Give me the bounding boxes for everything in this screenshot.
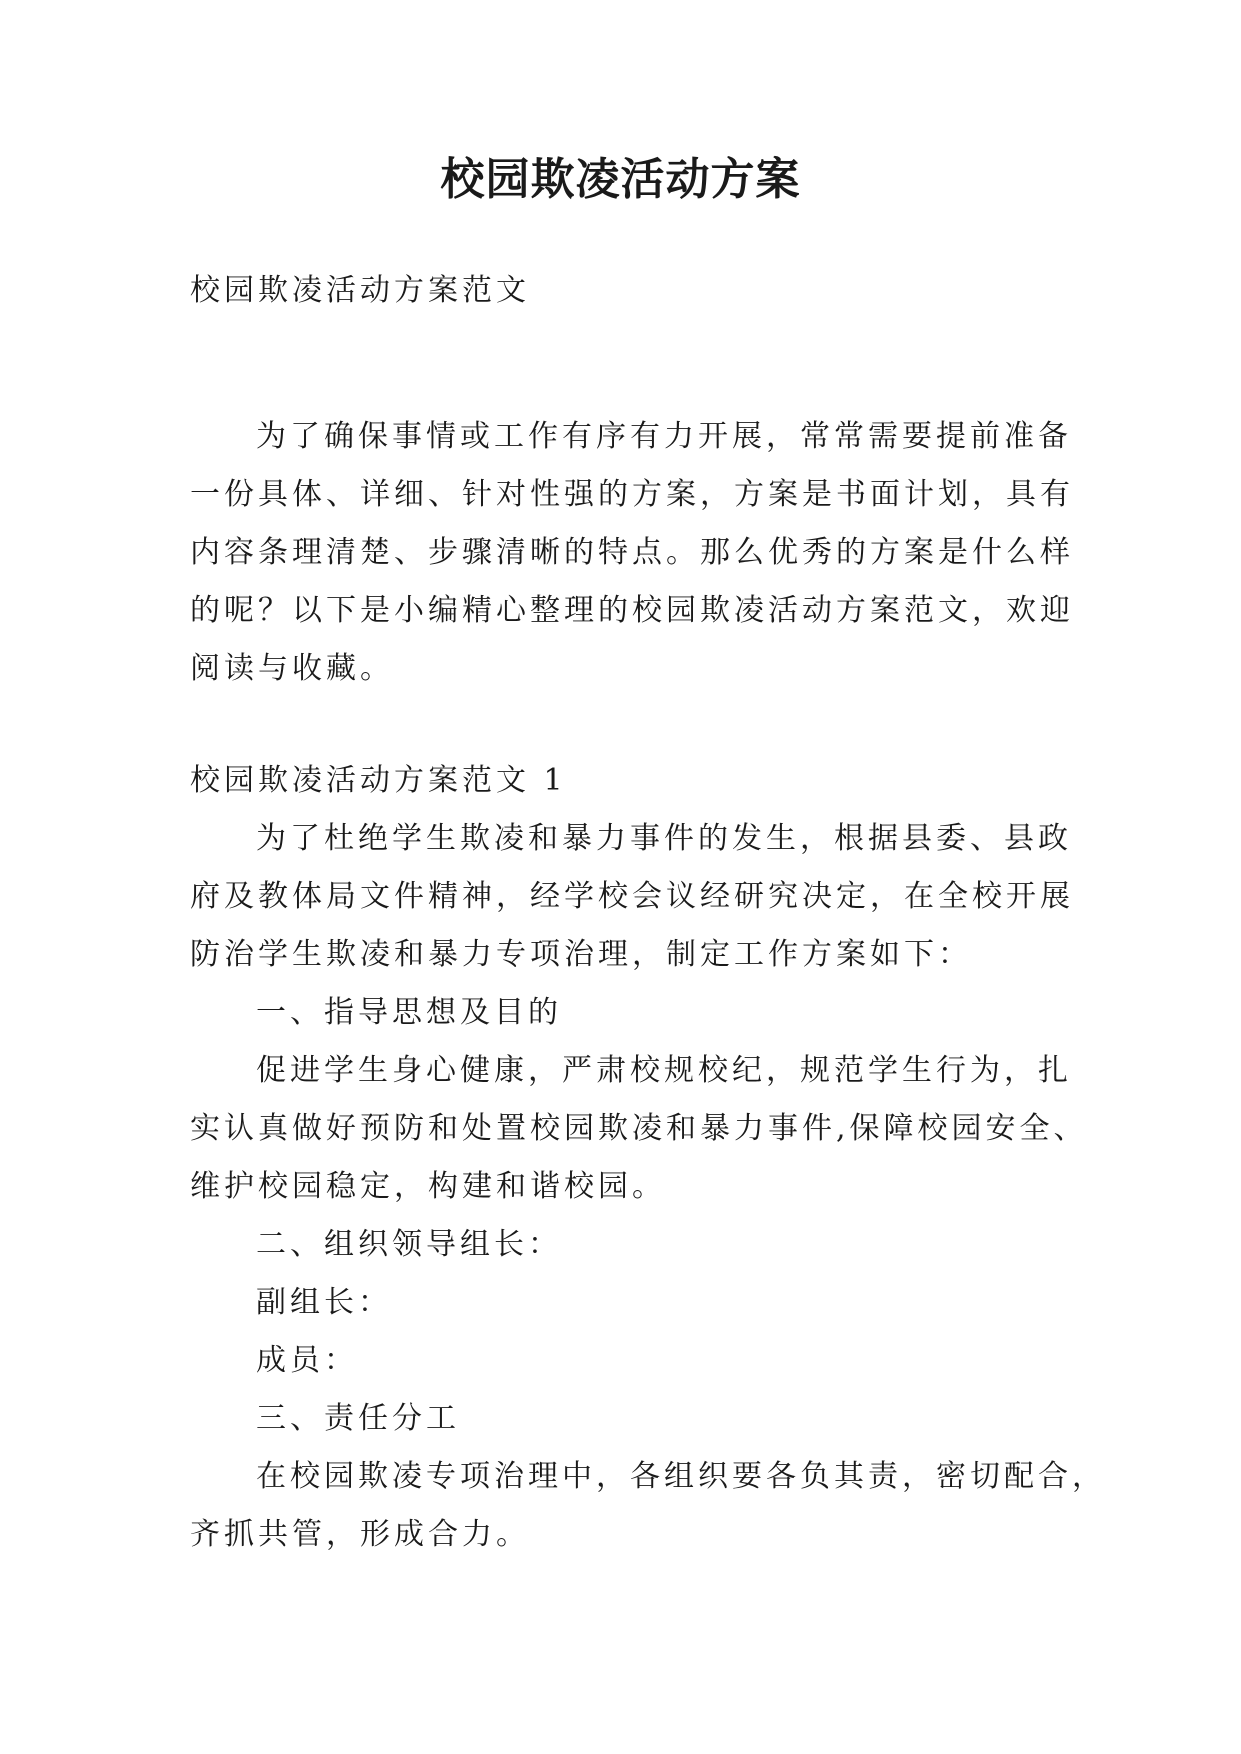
document-subtitle: 校园欺凌活动方案范文 (190, 273, 530, 308)
body-line: 副组长： (256, 1285, 392, 1320)
document-title: 校园欺凌活动方案 (440, 154, 801, 205)
intro-line: 为了确保事情或工作有序有力开展，常常需要提前准备 (256, 419, 1072, 454)
intro-line: 的呢？以下是小编精心整理的校园欺凌活动方案范文，欢迎 (190, 593, 1074, 628)
body-line: 维护校园稳定，构建和谐校园。 (190, 1169, 666, 1204)
intro-line: 内容条理清楚、步骤清晰的特点。那么优秀的方案是什么样 (190, 535, 1074, 570)
body-line: 防治学生欺凌和暴力专项治理，制定工作方案如下： (190, 937, 972, 972)
subtitle-block (190, 262, 1050, 320)
section-1 (190, 752, 1106, 1564)
body-line: 促进学生身心健康，严肃校规校纪，规范学生行为，扎 (256, 1053, 1072, 1088)
body-line: 成员： (256, 1343, 358, 1378)
section-heading: 一、指导思想及目的 (256, 995, 562, 1030)
body-line: 为了杜绝学生欺凌和暴力事件的发生，根据县委、县政 (256, 821, 1072, 856)
body-line: 府及教体局文件精神，经学校会议经研究决定，在全校开展 (190, 879, 1074, 914)
body-line: 在校园欺凌专项治理中，各组织要各负其责，密切配合， (256, 1459, 1106, 1494)
section-heading: 三、责任分工 (256, 1401, 460, 1436)
intro-paragraph (190, 408, 1074, 698)
section-title: 校园欺凌活动方案范文 1 (190, 763, 567, 798)
body-line: 齐抓共管，形成合力。 (190, 1517, 530, 1552)
section-heading: 二、组织领导组长： (256, 1227, 562, 1262)
intro-line: 一份具体、详细、针对性强的方案，方案是书面计划，具有 (190, 477, 1074, 512)
intro-line: 阅读与收藏。 (190, 651, 394, 686)
body-line: 实认真做好预防和处置校园欺凌和暴力事件,保障校园安全、 (190, 1111, 1088, 1146)
